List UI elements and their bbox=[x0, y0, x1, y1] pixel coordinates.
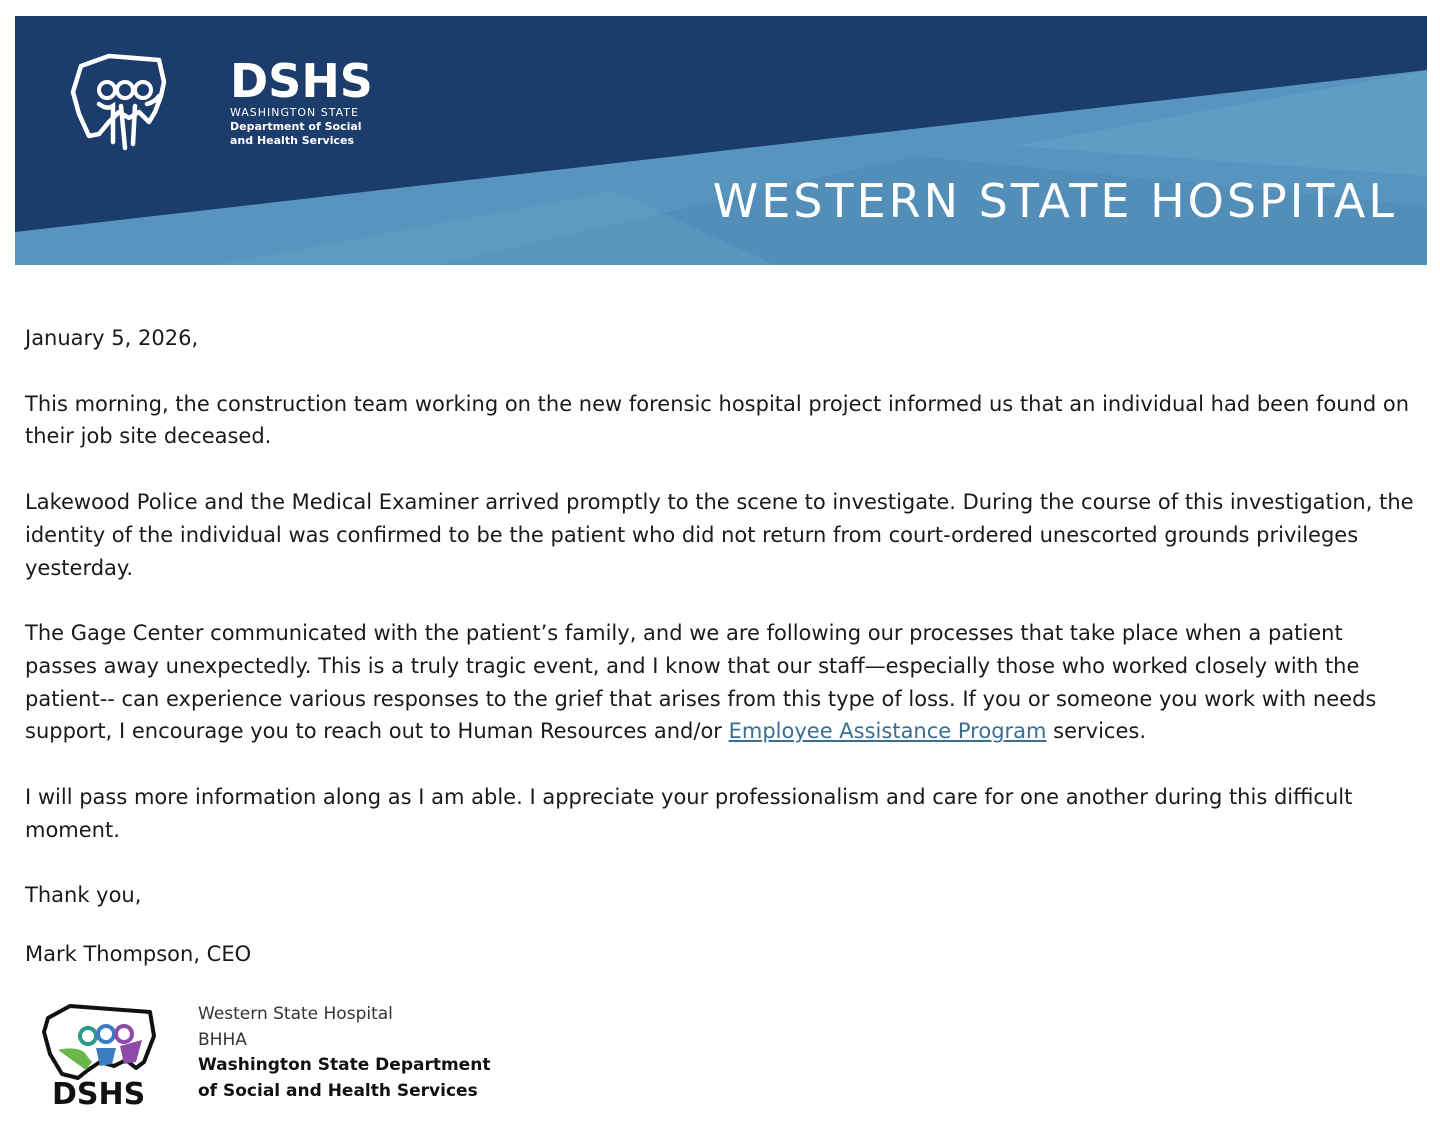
footer-line-2: BHHA bbox=[198, 1029, 247, 1050]
letter-signature: Mark Thompson, CEO bbox=[25, 942, 252, 967]
brand-wordmark bbox=[230, 54, 373, 148]
letter-closing: Thank you, bbox=[25, 883, 142, 908]
letter-paragraph-2: Lakewood Police and the Medical Examiner arrived promptly to the scene to investigate. During the course of this investigation, the identity of the individual was confirmed to be the patient who did not return from court-ordered unescorted grounds privileges yesterday. bbox=[25, 490, 1414, 580]
letter-body bbox=[25, 322, 1420, 1004]
footer-line-4: of Social and Health Services bbox=[198, 1080, 478, 1101]
brand-dept-line2: and Health Services bbox=[230, 134, 355, 147]
paragraph-3-text: The Gage Center communicated with the patient’s family, and we are following our processes that take place when a patient passes away unexpectedly. This is a truly tragic event, and I know that our staff—especially those who worked closely with the patient-- can experience various responses to the grief that arises from this type of loss. If you or someone you work with needs support, I encourage you to reach out to Human Resources and/or bbox=[25, 621, 1377, 744]
footer-logo-text: DSHS bbox=[52, 1077, 146, 1110]
footer-line-3: Washington State Department bbox=[198, 1055, 491, 1075]
letter-paragraph-1: This morning, the construction team working on the new forensic hospital project informed us that an individual had been found on their job site deceased. bbox=[25, 391, 1410, 449]
employee-assistance-link[interactable]: Employee Assistance Program bbox=[728, 719, 1047, 744]
brand-state: WASHINGTON STATE bbox=[230, 106, 359, 119]
dshs-color-logo-icon bbox=[40, 1000, 160, 1110]
letter-date: January 5, 2026, bbox=[25, 326, 199, 350]
letter-paragraph-3 bbox=[25, 617, 1420, 748]
paragraph-3-tail: services. bbox=[1046, 719, 1147, 744]
hospital-title: WESTERN STATE HOSPITAL bbox=[712, 174, 1397, 228]
brand-name: DSHS bbox=[230, 54, 373, 108]
dshs-logo-icon bbox=[69, 52, 169, 154]
brand-dept-line1: Department of Social bbox=[230, 120, 362, 133]
footer-line-1: Western State Hospital bbox=[198, 1004, 393, 1024]
header-banner bbox=[15, 16, 1427, 265]
footer-org-text bbox=[198, 1002, 518, 1104]
letter-paragraph-4: I will pass more information along as I am able. I appreciate your professionalism and care for one another during this difficult moment. bbox=[25, 785, 1353, 842]
